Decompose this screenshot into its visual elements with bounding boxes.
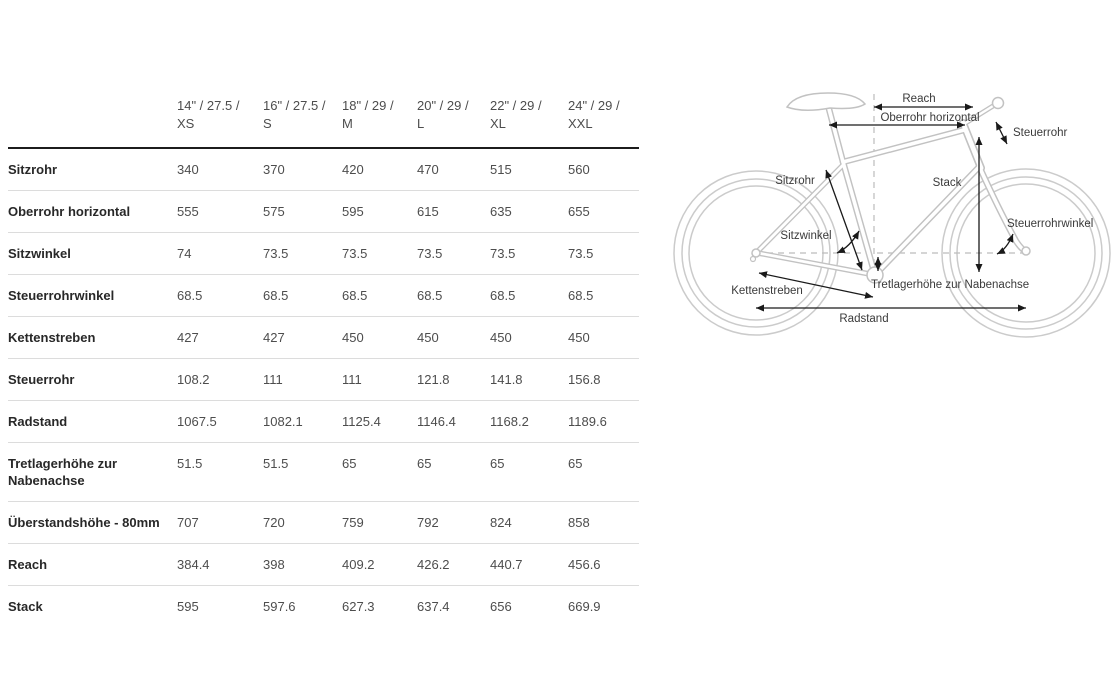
geometry-value-cell: 156.8: [568, 359, 639, 401]
geometry-value-cell: 669.9: [568, 599, 601, 614]
geometry-table-body: [8, 148, 639, 627]
size-column-header: [490, 97, 568, 148]
geometry-row: [8, 401, 639, 443]
geometry-value-cell: 68.5: [490, 275, 568, 317]
geometry-value-cell: 858: [568, 502, 639, 544]
corner-cell: [8, 97, 177, 148]
geometry-value-cell: 73.5: [342, 233, 417, 275]
size-column-header: [177, 97, 263, 148]
geometry-value-cell: 65: [490, 443, 568, 502]
size-code-text: XXL: [568, 116, 593, 131]
geometry-value-cell: 420: [342, 148, 417, 191]
geometry-value-cell: 635: [490, 191, 568, 233]
geometry-row-label: Sitzwinkel: [8, 233, 177, 275]
geometry-value-cell: 398: [263, 544, 342, 586]
geometry-value-cell: 627.3: [342, 599, 375, 614]
steuerrohr-arrow: [996, 122, 1007, 144]
diagram-label-stack: Stack: [932, 177, 962, 189]
geometry-value-cell: 427: [177, 317, 263, 359]
geometry-row-label: Überstandshöhe - 80mm: [8, 502, 177, 544]
diagram-label-sitzwinkel: Sitzwinkel: [780, 230, 832, 242]
geometry-value-cell: 515: [490, 148, 568, 191]
geometry-row-label: Reach: [8, 544, 177, 586]
geometry-value-cell: 111: [263, 359, 342, 401]
bike-frame-icon: [758, 106, 1026, 275]
geometry-value-cell: 1189.6: [568, 401, 639, 443]
geometry-row: [8, 502, 639, 544]
saddle-icon: [787, 93, 865, 110]
diagram-label-radstand: Radstand: [839, 313, 889, 325]
size-wheel-text: 22" / 29 /: [490, 98, 542, 113]
dimension-arrows: [756, 107, 1026, 308]
geometry-value-cell: 65: [568, 443, 639, 502]
handlebar-grip-icon: [993, 98, 1004, 109]
geometry-value-cell: 575: [263, 191, 342, 233]
geometry-row: [8, 148, 639, 191]
geometry-value-cell: 426.2: [417, 544, 490, 586]
diagram-label-sitzrohr: Sitzrohr: [775, 175, 815, 187]
geometry-value-cell: 68.5: [568, 275, 639, 317]
geometry-value-cell: 597.6: [263, 599, 296, 614]
bike-frame-inner: [758, 106, 1026, 275]
diagram-label-oberrohr: Oberrohr horizontal: [880, 112, 980, 124]
geometry-value-cell: 655: [568, 191, 639, 233]
geometry-value-cell: 1067.5: [177, 401, 263, 443]
geometry-value-cell: 656: [490, 599, 512, 614]
geometry-value-cell: 68.5: [263, 275, 342, 317]
geometry-value-cell: 51.5: [177, 443, 263, 502]
size-wheel-text: 18" / 29 /: [342, 98, 394, 113]
geometry-value-cell: 141.8: [490, 359, 568, 401]
geometry-row-label: Stack: [8, 599, 43, 614]
geometry-row: [8, 544, 639, 586]
geometry-value-cell: 73.5: [490, 233, 568, 275]
size-code-text: M: [342, 116, 353, 131]
geometry-row-label: Oberrohr horizontal: [8, 191, 177, 233]
size-column-header: [342, 97, 417, 148]
size-wheel-text: 16" / 27.5 /: [263, 98, 326, 113]
size-code-text: XL: [490, 116, 506, 131]
geometry-value-cell: 792: [417, 502, 490, 544]
front-dropout-icon: [1022, 247, 1030, 255]
geometry-value-cell: 65: [417, 443, 490, 502]
geometry-value-cell: 73.5: [263, 233, 342, 275]
geometry-row-label: Kettenstreben: [8, 317, 177, 359]
geometry-value-cell: 111: [342, 359, 417, 401]
geometry-row: [8, 359, 639, 401]
diagram-label-steuerrohrwinkel: Steuerrohrwinkel: [1007, 218, 1094, 230]
diagram-label-steuerrohr: Steuerrohr: [1013, 127, 1068, 139]
size-code-text: L: [417, 116, 425, 131]
size-column-header: [263, 97, 342, 148]
geometry-value-cell: 340: [177, 148, 263, 191]
geometry-value-cell: 1125.4: [342, 401, 417, 443]
geometry-value-cell: 73.5: [417, 233, 490, 275]
bike-geometry-diagram: [660, 80, 1119, 365]
geometry-value-cell: 555: [177, 191, 263, 233]
geometry-value-cell: 450: [342, 317, 417, 359]
geometry-value-cell: 384.4: [177, 544, 263, 586]
geometry-value-cell: 1146.4: [417, 401, 490, 443]
geometry-row-label: Radstand: [8, 401, 177, 443]
geometry-value-cell: 68.5: [417, 275, 490, 317]
geometry-value-cell: 68.5: [177, 275, 263, 317]
diagram-label-reach: Reach: [902, 93, 936, 105]
size-column-header: [568, 97, 639, 148]
geometry-value-cell: 450: [568, 317, 639, 359]
size-code-text: XS: [177, 116, 195, 131]
diagram-label-kettenstreben: Kettenstreben: [731, 285, 803, 297]
geometry-row-label: Steuerrohrwinkel: [8, 275, 177, 317]
geometry-value-cell: 65: [342, 443, 417, 502]
geometry-value-cell: 427: [263, 317, 342, 359]
size-code-text: S: [263, 116, 272, 131]
geometry-value-cell: 707: [177, 502, 263, 544]
geometry-table: [8, 97, 639, 627]
geometry-value-cell: 121.8: [417, 359, 490, 401]
geometry-row: [8, 443, 639, 502]
rear-derailleur-icon: [751, 257, 756, 262]
geometry-value-cell: 720: [263, 502, 342, 544]
geometry-value-cell: 450: [490, 317, 568, 359]
geometry-value-cell: 615: [417, 191, 490, 233]
geometry-value-cell: 824: [490, 502, 568, 544]
geometry-value-cell: 560: [568, 148, 639, 191]
size-wheel-text: 20" / 29 /: [417, 98, 469, 113]
geometry-value-cell: 595: [342, 191, 417, 233]
geometry-value-cell: 470: [417, 148, 490, 191]
size-wheel-text: 24" / 29 /: [568, 98, 620, 113]
geometry-row-label: Tretlagerhöhe zur Nabenachse: [8, 443, 177, 502]
geometry-value-cell: 595: [177, 599, 199, 614]
sitzwinkel-angle-arrow: [837, 231, 859, 253]
geometry-value-cell: 108.2: [177, 359, 263, 401]
geometry-row: [8, 317, 639, 359]
geometry-value-cell: 1082.1: [263, 401, 342, 443]
geometry-value-cell: 1168.2: [490, 401, 568, 443]
geometry-value-cell: 409.2: [342, 544, 417, 586]
geometry-value-cell: 73.5: [568, 233, 639, 275]
geometry-value-cell: 450: [417, 317, 490, 359]
size-wheel-text: 14" / 27.5 /: [177, 98, 240, 113]
geometry-row: [8, 233, 639, 275]
geometry-row: [8, 191, 639, 233]
rear-hub-icon: [752, 249, 760, 257]
geometry-value-cell: 51.5: [263, 443, 342, 502]
geometry-value-cell: 440.7: [490, 544, 568, 586]
geometry-value-cell: 456.6: [568, 544, 639, 586]
geometry-value-cell: 74: [177, 233, 263, 275]
geometry-value-cell: 68.5: [342, 275, 417, 317]
size-header-row: [8, 97, 639, 148]
geometry-row: [8, 586, 639, 628]
size-column-header: [417, 97, 490, 148]
geometry-row-label: Steuerrohr: [8, 359, 177, 401]
geometry-value-cell: 370: [263, 148, 342, 191]
geometry-row-label: Sitzrohr: [8, 148, 177, 191]
geometry-value-cell: 637.4: [417, 599, 450, 614]
diagram-label-tretlagerhoehe: Tretlagerhöhe zur Nabenachse: [871, 279, 1030, 291]
geometry-row: [8, 275, 639, 317]
geometry-value-cell: 759: [342, 502, 417, 544]
